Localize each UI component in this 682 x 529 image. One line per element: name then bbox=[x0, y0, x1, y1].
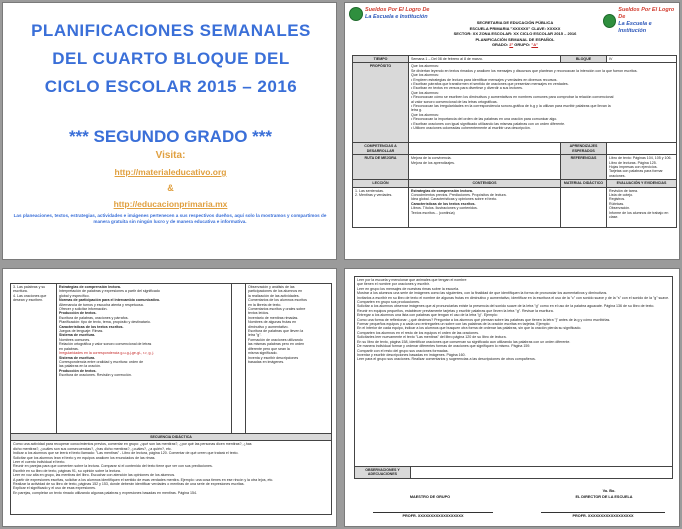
secuencia-line: dicho mentiras?, ¿cuáles son sus consecuencias?, ¿has dicho mentiras?, ¿cuáles?, ¿a quién?, etc. bbox=[13, 446, 172, 451]
secuencia-label: SECUENCIA DIDÁCTICA bbox=[11, 434, 332, 441]
referencias-content bbox=[607, 155, 677, 180]
sequence-line: Solicitar a los alumnos observar imágenes que al pronunciarlas existe la presencia del sonido suave de la letra "g" como en el uso de la palabra aguacate. Página 136 de su libro de texto. bbox=[357, 304, 655, 309]
school-logo-left bbox=[349, 7, 429, 21]
material-cell bbox=[561, 187, 607, 227]
planning-header bbox=[435, 20, 595, 48]
evaluacion-line: diminutivo y aumentativo. bbox=[248, 324, 289, 329]
table-row bbox=[353, 56, 677, 63]
secuencia-line: Solicitar que los alumnos lean el texto y en equipos analicen los enunciados de las rimas. bbox=[13, 455, 156, 460]
tiempo-label: TIEMPO bbox=[353, 56, 409, 63]
contenido-line: Estrategias de comprensión lectora. bbox=[411, 188, 473, 193]
table-row bbox=[11, 434, 332, 441]
evaluacion-line: en la libreta de texto. bbox=[248, 302, 282, 307]
evaluacion-line: Inventa y escribir descripciones bbox=[248, 355, 299, 360]
evaluacion-line: las mismas palabras pero en orden bbox=[248, 342, 305, 347]
contenido-line: Sistema de escritura. bbox=[59, 333, 96, 338]
vobo-label: Vo. Bo. bbox=[602, 489, 616, 493]
secuencia-line: Reunir en parejas para que comenten sobre la lectura. Comparar si el contenido del texto tiene que ver con sus predicciones. bbox=[13, 464, 213, 469]
contenido-line: Ofrecer y solicitar información. bbox=[59, 307, 108, 312]
logo-text-line1: Sueldos Por El Logro De bbox=[365, 7, 430, 13]
secuencia-line: Indicar a los alumnos que se leerá el texto llamado: "Las mentiras" - Libro de lectura, página 120. Comentar de qué creen que tratará el texto. bbox=[13, 451, 239, 456]
table-row bbox=[353, 180, 677, 187]
table-row bbox=[355, 467, 673, 479]
proposito-line: Se diviertan leyendo en textos rimados y analicen los mensajes y discursos que plantean y reconozcan la intención con la que fueron escritos. bbox=[411, 68, 638, 73]
header-line: SECRETARIA DE EDUCACIÓN PÚBLICA bbox=[476, 20, 554, 25]
evaluacion-line: Comentarios de los alumnos escritos bbox=[248, 298, 307, 303]
proposito-line: Que los alumnos: bbox=[411, 64, 439, 69]
secuencia-line: Realizar la actividad de su libro de texto, páginas 152 y 153, donde deberán identificar verdades o mentiras de una serie de expresiones escritas. bbox=[13, 482, 245, 487]
header-line: ESCUELA PRIMARIA "XXXXXX" CLAVE: XXXXX bbox=[469, 25, 561, 31]
proposito-line: letra g. bbox=[411, 108, 422, 113]
table-row bbox=[355, 277, 673, 467]
document-page-sequence bbox=[344, 268, 680, 527]
proposito-label: PROPÓSITO bbox=[353, 63, 409, 143]
evaluacion-line: diferente pero que sean la bbox=[248, 346, 290, 351]
contenido-line: Producción de textos. bbox=[59, 368, 97, 373]
competencias-label: COMPETENCIAS A DESARROLLAR bbox=[353, 143, 409, 155]
observaciones-label: OBSERVACIONES Y ADECUACIONES bbox=[355, 467, 411, 479]
evaluacion-line: Comentarios escritos y orales sobre bbox=[248, 307, 306, 312]
sequence-line: Formar pequeños equipos y a cada uno entregarles un sobre con las palabras de la oración escritas en tarjetas. Ejemplo: bbox=[357, 322, 551, 327]
sequence-line: Inventar y escribir descripciones basadas en imágenes. Página 160. bbox=[357, 352, 466, 357]
observaciones-content bbox=[411, 467, 673, 479]
sequence-line: Leer en grupo los mensajes de nuestras rimas sobre la escuela. bbox=[357, 286, 460, 291]
cover-title-line: PLANIFICACIONES SEMANALES bbox=[31, 21, 311, 40]
sequence-line: Solicitarles leer nuevamente el texto "Las mentiras" del libro página 120 de su libro de lectura. bbox=[357, 335, 507, 340]
leccion-cell bbox=[353, 187, 409, 227]
cover-title bbox=[11, 17, 331, 101]
evaluacion-line: Revisión de tarea. bbox=[609, 188, 638, 193]
contenido-line: Características de los textos escritos. bbox=[411, 201, 476, 206]
evaluacion-line: participaciones de los alumnos en bbox=[248, 289, 303, 294]
cover-visit-label: Visita: bbox=[155, 150, 186, 161]
referencia-line: Libro de texto: Páginas 104, 105 y 106. bbox=[609, 156, 672, 161]
proposito-line: • Empleen estrategias de lectura para identificar mensajes y verdades en diversos recursos. bbox=[411, 77, 558, 82]
evaluacion-line: Rúbricas. bbox=[609, 201, 625, 206]
evaluacion-line: Observación. bbox=[609, 206, 631, 211]
table-row bbox=[353, 63, 677, 143]
aprendizajes-label: APRENDIZAJES ESPERADOS bbox=[561, 143, 607, 155]
teacher-name: PROFR. XXXXXXXXXXXXXXXXXX bbox=[402, 514, 464, 518]
proposito-content bbox=[409, 63, 677, 143]
school-logo-right bbox=[603, 7, 679, 35]
contenido-line: Interpretación de palabras y expresiones a partir del significado bbox=[59, 289, 160, 294]
proposito-line: Que los alumnos: bbox=[411, 73, 439, 78]
sequence-line: Comparten los alumnos en el resto de los equipos el orden de las oraciones. bbox=[357, 330, 480, 335]
evaluacion-cell bbox=[246, 284, 332, 434]
column-header: LECCIÓN bbox=[353, 180, 409, 187]
contenido-line: Escritura de palabras, oraciones y párrafos. bbox=[59, 315, 129, 320]
proposito-line: • Reconozcan la importancia del orden de las palabras en una oración para comunicar algo. bbox=[411, 117, 558, 122]
sequence-line: De manera individual formar y ordenar diferentes formas de oraciones que signifiquen lo mismo. Página 159. bbox=[357, 344, 531, 349]
evaluacion-line: Inventario de mentiras rimadas. bbox=[248, 315, 299, 320]
sequence-line: que tienen el nombre por oraciones y escribir. bbox=[357, 282, 430, 287]
evaluacion-line: Escritura de palabras que lleven la bbox=[248, 329, 304, 334]
sequence-line: Entregar a los alumnos una lista con palabras que tengan el uso de la letra "g". Ejemplo: bbox=[357, 313, 498, 318]
tiempo-value: Semana 1 – Del 08 de febrero al 8 de marzo. bbox=[409, 56, 561, 63]
contenido-line: Conocimientos previos. Predicciones. Propósitos de lectura. bbox=[411, 193, 507, 198]
secuencia-line: Leer en voz alta en grupo, las mentiras del libro. Escuchar con atención las opiniones de los alumnos. bbox=[13, 473, 176, 478]
leccion-line: 4. Las oraciones que desean y escriben. bbox=[13, 293, 47, 303]
contenido-line: las palabras en la oración. bbox=[59, 364, 101, 369]
leccion-line: 3. Las palabras y su escritura. bbox=[13, 285, 46, 294]
sequence-line: Leer por la escuela y mencionar que animales que tengan el nombre bbox=[357, 278, 467, 282]
grupo-value: "A" bbox=[531, 42, 539, 48]
contenido-line: Características de los textos escritos. bbox=[59, 324, 124, 329]
referencia-line: Tarjetas con palabras para formar oraciones. bbox=[609, 169, 663, 178]
header-line: SECTOR: XX ZONA ESCOLAR: XX CICLO ESCOLAR 2015 – 2016 bbox=[453, 31, 577, 37]
contenidos-cell bbox=[57, 284, 232, 434]
contenido-line: Correspondencia entre oralidad y escritura: orden de bbox=[59, 359, 144, 364]
teacher-signature-title: MAESTRO DE GRUPO bbox=[409, 495, 451, 499]
evaluacion-line: la realización de las actividades. bbox=[248, 293, 300, 298]
evaluacion-line: Nombres de algunas frutas en bbox=[248, 320, 297, 325]
sequence-table bbox=[354, 276, 673, 479]
column-header: CONTENIDOS bbox=[409, 180, 561, 187]
contenidos-cell bbox=[409, 187, 561, 227]
grado-label: GRADO: bbox=[491, 42, 509, 48]
table-row bbox=[353, 187, 677, 227]
proposito-line: Que los alumnos: bbox=[411, 90, 439, 95]
ruta-line: Mejora de los aprendizajes. bbox=[411, 160, 455, 165]
director-signature-title: EL DIRECTOR DE LA ESCUELA bbox=[575, 495, 633, 499]
sequence-line: Compartir con el resto del grupo sus oraciones formadas. bbox=[357, 348, 449, 353]
secuencia-line: A partir de expresiones escritas, solicitar a los alumnos identifiquen el sentido de esas verdades mentira. Ejemplo: una cosa tienes en ese rincón y la otra lejos, etc. bbox=[13, 477, 274, 482]
sequence-line: En su libro de texto, página 158, identificar oraciones que conservan su significado aun utilizando las palabras con un orden diferente. bbox=[357, 339, 571, 344]
bloque-value: IV bbox=[607, 56, 677, 63]
sequence-line: Mostrar a los alumnos una serie de imágenes como las siguientes, con la finalidad de que identifiquen la forma de pronunciar los aumentativos y diminutivos. bbox=[357, 291, 608, 296]
document-page-contents bbox=[2, 268, 337, 527]
column-header: MATERIAL DIDÁCTICO bbox=[561, 180, 607, 187]
evaluacion-line: Lista de cotejo. bbox=[609, 193, 634, 198]
cover-title-line: DEL CUARTO BLOQUE DEL bbox=[52, 49, 290, 68]
column-header: EVALUACIÓN Y EVIDENCIAS bbox=[607, 180, 677, 187]
contenido-line: Irregularidades en la correspondencia g-u-g-j-ge-gi-, r-r, g, j. bbox=[59, 351, 155, 356]
cover-link-educacionprimaria[interactable]: http://educacionprimaria.mx bbox=[113, 199, 228, 209]
sequence-line: Leer para el grupo sus oraciones. Realizar comentarios y sugerencias a las descripciones de otros compañeros. bbox=[357, 357, 536, 362]
evaluacion-line: basadas en imágenes. bbox=[248, 359, 285, 364]
bloque-label: BLOQUE bbox=[561, 56, 607, 63]
evaluacion-line: Informe de los alumnos de trabajo en clase. bbox=[609, 210, 669, 220]
proposito-line: al valor sonoro convencional de las letras ortográficas. bbox=[411, 99, 498, 104]
table-row bbox=[11, 284, 332, 434]
cover-disclaimer: Las planeaciones, textos, estrategias, actividades e imágenes pertenecen a sus respectivos dueños, aquí solo la mostramos y compartimos de manera gratuita sin ningún lucro y de manera educativa e informativa. bbox=[13, 213, 327, 224]
referencia-line: Hojas impresas con ejercicios. bbox=[609, 165, 658, 170]
contenido-line: Alternancia de turnos y escucha atenta y respetuosa. bbox=[59, 302, 144, 307]
contenido-line: Normas de participación para el intercambio comunicativo. bbox=[59, 298, 161, 303]
contenido-line: Libros. Títulos. Ilustraciones y contenidos. bbox=[411, 206, 478, 211]
teacher-signature-line bbox=[373, 512, 493, 513]
material-cell bbox=[232, 284, 246, 434]
secuencia-content bbox=[11, 441, 332, 515]
proposito-line: • Reconozcan cómo se escriben los diminutivos y aumentativos en nombres comunes para comprobar la relación convencional bbox=[411, 95, 614, 100]
secuencia-line: Como una actividad para recuperar conocimientos previos, comentar en grupo: ¿qué son las mentiras?, ¿por qué las personas dicen mentiras?, ¿has bbox=[13, 442, 252, 447]
proposito-line: • Escriban oraciones con igual significado utilizando las mismas palabras con un orden diferente. bbox=[411, 121, 566, 126]
secuencia-line: Escribir en su libro de texto, páginas 91, su opinión sobre la lectura. bbox=[13, 468, 121, 473]
cover-ampersand: & bbox=[167, 183, 174, 193]
leccion-cell bbox=[11, 284, 57, 434]
ruta-content bbox=[409, 155, 561, 180]
ruta-line: Mejora de la convivencia. bbox=[411, 156, 452, 161]
leccion-line: 1. Las sentencias. bbox=[355, 188, 384, 193]
logo-text-line1: Sueldos Por El Logro De bbox=[618, 7, 675, 20]
contenido-line: Relación ortográfica y valor sonoro convencional de letras bbox=[59, 342, 152, 347]
evaluacion-line: letra "g". bbox=[248, 333, 262, 338]
evaluacion-line: Registros. bbox=[609, 197, 626, 202]
evaluacion-cell bbox=[607, 187, 677, 227]
sequence-line: Invitarlos a escribir en su libro de texto el nombre de algunas frutas en diminutivo y aumentativo, identificar en la escritura el uso de la "c" con sonido suave y de la "s" con el sonido de la "g" suave. bbox=[357, 295, 670, 300]
contenido-line: Producción de textos. bbox=[59, 311, 97, 316]
logo-text-line2: La Escuela e Institución bbox=[365, 14, 428, 20]
planning-table bbox=[352, 55, 677, 228]
sequence-line: Reunir en equipos pequeños, establecer previamente tarjetas y escribir palabras que lleven la letra "g". Revisar la escritura. bbox=[357, 308, 554, 313]
table-row bbox=[353, 155, 677, 180]
contenido-line: Textos escritos... (continúa) bbox=[411, 210, 455, 215]
evaluacion-line: Formación de oraciones utilizando bbox=[248, 337, 303, 342]
contenido-line: Estrategias de comprensión lectora. bbox=[59, 285, 121, 289]
header-line: PLANIFICACIÓN SEMANAL DE ESPAÑOL bbox=[475, 36, 555, 42]
contenido-line: en palabras. bbox=[59, 346, 79, 351]
cover-title-line: CICLO ESCOLAR 2015 – 2016 bbox=[44, 77, 298, 96]
evaluacion-line: misma significado. bbox=[248, 351, 278, 356]
table-row bbox=[11, 441, 332, 515]
ruta-label: RUTA DE MEJORA bbox=[353, 155, 409, 180]
secuencia-line: Explicar el significado y el uso de esas expresiones. bbox=[13, 486, 96, 491]
sequence-line: Comparten en grupo sus producciones. bbox=[357, 300, 420, 305]
proposito-line: • Reconozcan las irregularidades en la correspondencia sonoro-gráfica de b-g y la utilizan para escribir palabras que llevan la bbox=[411, 104, 611, 109]
contenido-line: Escritura de oraciones. Revisión y corrección. bbox=[59, 373, 132, 378]
contents-table bbox=[10, 283, 332, 515]
contenido-line: Idea global. Características y opiniones sobre el texto. bbox=[411, 197, 498, 202]
referencia-line: Libro de lecturas. Página 125. bbox=[609, 160, 657, 165]
proposito-line: • Escriban en textos en versos para divertirse y diverdir a sus lectores. bbox=[411, 86, 523, 91]
contenido-line: Nombres comunes. bbox=[59, 337, 91, 342]
grado-value: 2° bbox=[509, 42, 514, 48]
document-page-cover bbox=[2, 2, 337, 260]
sequence-line: Como una forma de reflexionar: ¿qué decimos? Preguntar a los alumnos qué piensan sobre las palabras que tienen la letra "j" antes de la g y cómo escribirlas. bbox=[357, 317, 611, 322]
secuencia-line: Leer el cuento individual el texto. bbox=[13, 460, 66, 465]
contenido-line: global y específico. bbox=[59, 293, 90, 298]
logo-emblem-icon bbox=[349, 7, 363, 21]
cover-link-materialeducativo[interactable]: http://materialeducativo.org bbox=[114, 167, 227, 177]
referencias-label: REFERENCIAS bbox=[561, 155, 607, 180]
proposito-line: • Utilicen oraciones coloreadas coherentemente al escribir una descripción. bbox=[411, 126, 531, 131]
contenido-line: Juegos de lenguaje: Rimas. bbox=[59, 329, 104, 334]
evaluacion-line: textos leídos. bbox=[248, 311, 270, 316]
leccion-line: 2. Mentiras y verdades. bbox=[355, 193, 393, 198]
cover-grade: *** SEGUNDO GRADO *** bbox=[68, 127, 273, 146]
director-name: PROFR. XXXXXXXXXXXXXXXXXX bbox=[572, 514, 634, 518]
table-row bbox=[353, 143, 677, 155]
sequence-content bbox=[355, 277, 673, 467]
logo-text-line2: La Escuela e Institución bbox=[618, 21, 652, 34]
proposito-line: Que los alumnos: bbox=[411, 112, 439, 117]
contenido-line: Planificación: tipo de texto, tema, propósito y destinatario. bbox=[59, 320, 151, 325]
director-signature-line bbox=[541, 512, 665, 513]
sequence-line: En el interior de cada equipo, indicar a los alumnos que busquen otra forma de ordenar las palabras, sin que la oración pierda su significado. bbox=[357, 326, 582, 331]
secuencia-line: En parejas, completar un texto rimado utilizando algunas palabras y expresiones basadas en mentiras. Página 154. bbox=[13, 490, 197, 495]
document-page-planning bbox=[344, 2, 680, 260]
contenido-line: Sistema de escritura. bbox=[59, 355, 96, 360]
evaluacion-line: Observación y análisis de las bbox=[248, 285, 295, 289]
proposito-line: • Escriban párrafos que transformen el sentido de oraciones que presentan mensajes en verdades. bbox=[411, 82, 569, 87]
logo-emblem-icon bbox=[603, 14, 616, 28]
grupo-label: GRUPO: bbox=[514, 42, 531, 48]
